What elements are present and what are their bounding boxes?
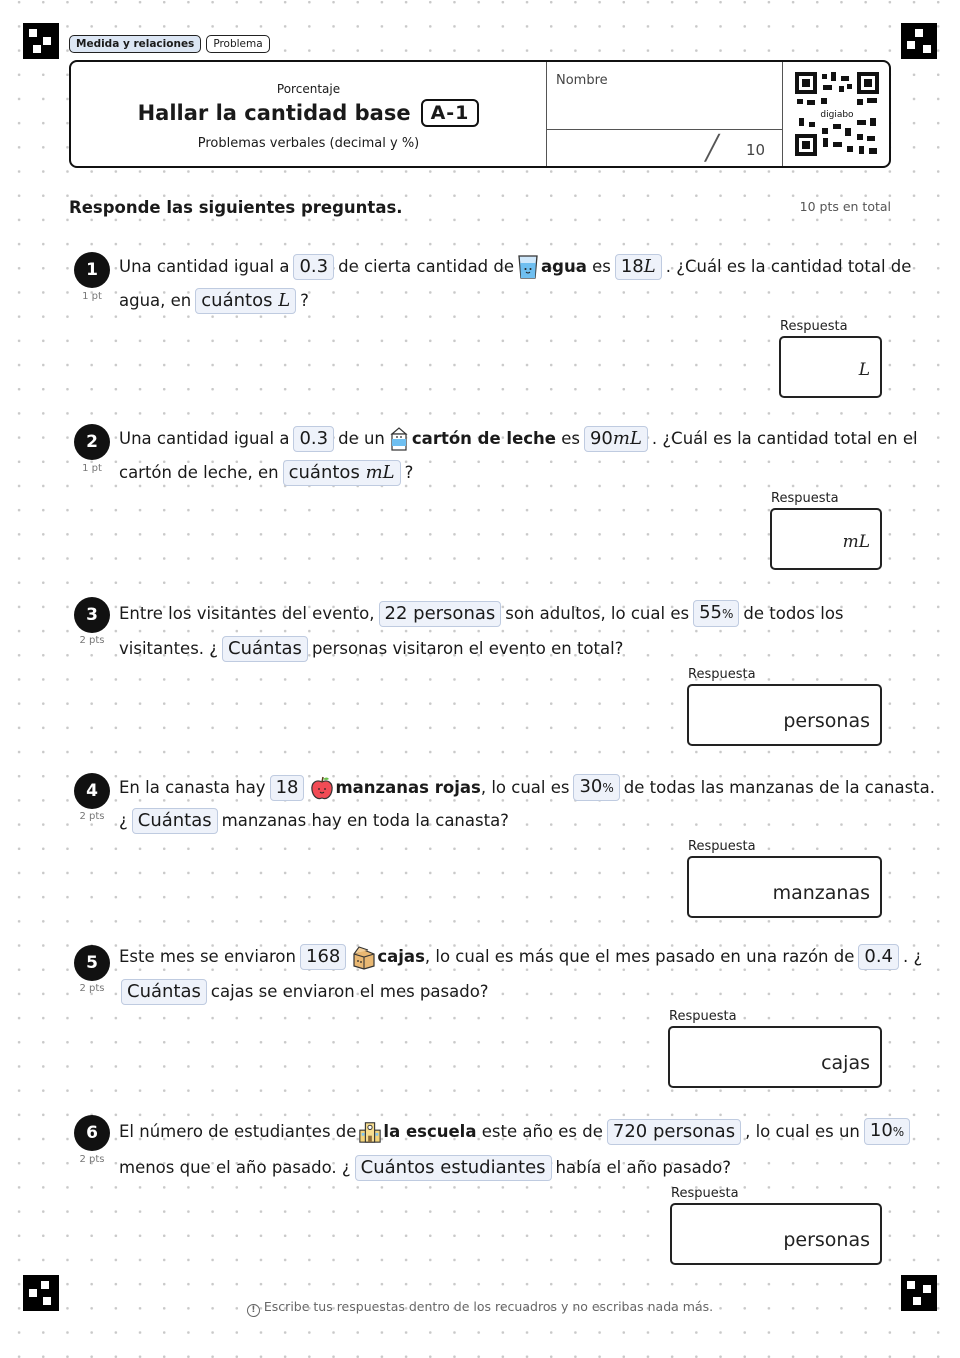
answer-box[interactable] — [687, 856, 882, 918]
question-text: manzanas hay en toda la canasta? — [221, 811, 509, 830]
question-text-line — [119, 288, 309, 314]
question-points: 2 pts — [79, 983, 105, 994]
answer-unit: personas — [783, 1229, 870, 1251]
question-text: de todos los — [743, 603, 844, 623]
question-text: ? — [300, 291, 309, 310]
item-label: manzanas rojas — [335, 777, 481, 797]
question-text-line — [119, 254, 911, 280]
answer-unit: manzanas — [772, 882, 870, 904]
question-text: personas visitaron el evento en total? — [311, 639, 624, 658]
question-text-line — [119, 600, 844, 627]
answer-label: Respuesta — [780, 319, 848, 334]
value-box: 0.3 — [293, 254, 334, 280]
question-text-line — [119, 979, 489, 1005]
footer-text: Escribe tus respuestas dentro de los recuadros y no escribas nada más. — [263, 1299, 714, 1314]
question-text: , lo cual es — [480, 777, 570, 797]
question-text-line — [119, 426, 918, 452]
value-box: 90mL — [584, 426, 648, 452]
type-tag: Problema — [206, 35, 269, 53]
ask-box: cuántos mL — [283, 460, 401, 486]
question-points: 1 pt — [82, 463, 102, 474]
question-text: son adultos, lo cual es — [505, 603, 690, 623]
answer-unit: L — [858, 360, 870, 380]
value-box: 168 — [300, 944, 346, 970]
tag-row — [69, 35, 270, 53]
question-number: 4 — [74, 773, 110, 809]
info-icon: ! — [247, 1304, 260, 1317]
value-box: 0.3 — [293, 426, 334, 452]
value-box: 18L — [615, 254, 662, 280]
question-text: . ¿Cuál es la cantidad total de — [665, 257, 912, 276]
item-label: la escuela — [383, 1121, 477, 1141]
question-text-line — [119, 636, 623, 662]
question-text-line — [119, 460, 413, 486]
ask-box: cuántos L — [195, 288, 296, 314]
ask-box: Cuántos estudiantes — [355, 1155, 552, 1181]
corner-marker-top-right — [901, 23, 937, 59]
ask-box: Cuántas — [132, 808, 218, 834]
question-number: 2 — [74, 424, 110, 460]
corner-marker-top-left — [23, 23, 59, 59]
score-divider — [547, 129, 783, 130]
qr-brand-label: digiabo — [820, 110, 854, 120]
question-number: 5 — [74, 945, 110, 981]
item-label: cartón de leche — [411, 429, 556, 448]
milk-carton-icon — [387, 426, 411, 452]
value-box: 55% — [693, 600, 739, 627]
answer-box[interactable] — [770, 508, 882, 570]
question-text: . ¿Cuál es la cantidad total en el — [651, 429, 918, 448]
question-points: 2 pts — [79, 1154, 105, 1165]
answer-box[interactable] — [779, 336, 882, 398]
answer-unit: mL — [842, 532, 870, 552]
question-text-line — [119, 808, 509, 834]
score-total: 10 — [746, 141, 766, 159]
question-number: 3 — [74, 597, 110, 633]
question-text: Una cantidad igual a — [119, 429, 290, 448]
question-text: agua, en — [119, 291, 192, 310]
question-text-line — [119, 944, 922, 970]
question-text: ¿ — [119, 811, 128, 830]
worksheet-code: A-1 — [421, 99, 480, 127]
question-text: menos que el año pasado. ¿ — [119, 1158, 351, 1177]
answer-unit: personas — [783, 710, 870, 732]
answer-label: Respuesta — [688, 667, 756, 682]
question-text: El número de estudiantes de — [119, 1121, 357, 1141]
answer-label: Respuesta — [671, 1186, 739, 1201]
value-box: 30% — [573, 774, 619, 801]
question-text: ? — [404, 463, 414, 482]
question-text: de cierta cantidad de — [338, 257, 515, 276]
question-text: . ¿ — [903, 947, 923, 966]
question-text: es — [561, 429, 580, 448]
worksheet-subtitle: Problemas verbales (decimal y %) — [197, 136, 420, 151]
topic-label: Porcentaje — [276, 82, 341, 96]
value-box: 22 personas — [379, 601, 502, 627]
question-text: En la canasta hay — [119, 777, 266, 797]
answer-unit: cajas — [821, 1052, 870, 1074]
ask-box: Cuántas — [121, 979, 207, 1005]
total-points: 10 pts en total — [799, 199, 891, 214]
question-text: de un — [338, 429, 385, 448]
answer-label: Respuesta — [688, 839, 756, 854]
question-text: , lo cual es un — [745, 1121, 860, 1141]
value-box: 0.4 — [858, 944, 899, 970]
answer-box[interactable] — [687, 684, 882, 746]
question-text: cajas se enviaron el mes pasado? — [210, 982, 489, 1001]
water-glass-icon — [516, 254, 540, 280]
question-text: Una cantidad igual a — [119, 257, 290, 276]
question-text: Este mes se enviaron — [119, 947, 296, 966]
question-text: había el año pasado? — [555, 1158, 732, 1177]
answer-label: Respuesta — [669, 1009, 737, 1024]
answer-box[interactable] — [670, 1203, 882, 1265]
question-text-line — [119, 1118, 914, 1145]
question-points: 2 pts — [79, 811, 105, 822]
question-points: 1 pt — [82, 291, 102, 302]
question-text-line — [119, 1155, 731, 1181]
cardboard-box-icon — [352, 944, 376, 970]
question-number: 6 — [74, 1115, 110, 1151]
instructions: Responde las siguientes preguntas. — [69, 198, 403, 217]
question-text: , lo cual es más que el mes pasado en una razón de — [424, 947, 855, 966]
question-text: cartón de leche, en — [119, 463, 279, 482]
question-text: Entre los visitantes del evento, — [119, 603, 375, 623]
ask-box: Cuántas — [222, 636, 308, 662]
answer-label: Respuesta — [771, 491, 839, 506]
item-label: cajas — [377, 947, 425, 966]
apple-icon — [310, 775, 334, 801]
score-slash: ╱ — [705, 134, 720, 162]
answer-box[interactable] — [668, 1026, 882, 1088]
name-label: Nombre — [556, 73, 608, 88]
question-points: 2 pts — [79, 635, 105, 646]
footer-note — [0, 1299, 960, 1317]
qr-block — [782, 62, 889, 166]
qr-code-icon — [795, 72, 879, 156]
title-block — [71, 62, 546, 166]
worksheet-header — [69, 60, 891, 168]
subject-tag: Medida y relaciones — [69, 35, 201, 53]
value-box: 18 — [270, 775, 305, 801]
question-text: visitantes. ¿ — [119, 639, 219, 658]
question-text: de todas las manzanas de la canasta. — [623, 777, 935, 797]
value-box: 10% — [864, 1118, 910, 1145]
question-text-line — [119, 774, 935, 801]
value-box: 720 personas — [607, 1119, 741, 1145]
question-number: 1 — [74, 252, 110, 288]
title-row — [71, 99, 546, 127]
school-building-icon — [358, 1119, 382, 1145]
item-label: agua — [541, 257, 587, 276]
question-text: es — [592, 257, 611, 276]
name-score-block — [546, 62, 782, 166]
page-title: Hallar la cantidad base — [137, 101, 411, 125]
question-text: este año es de — [481, 1121, 603, 1141]
